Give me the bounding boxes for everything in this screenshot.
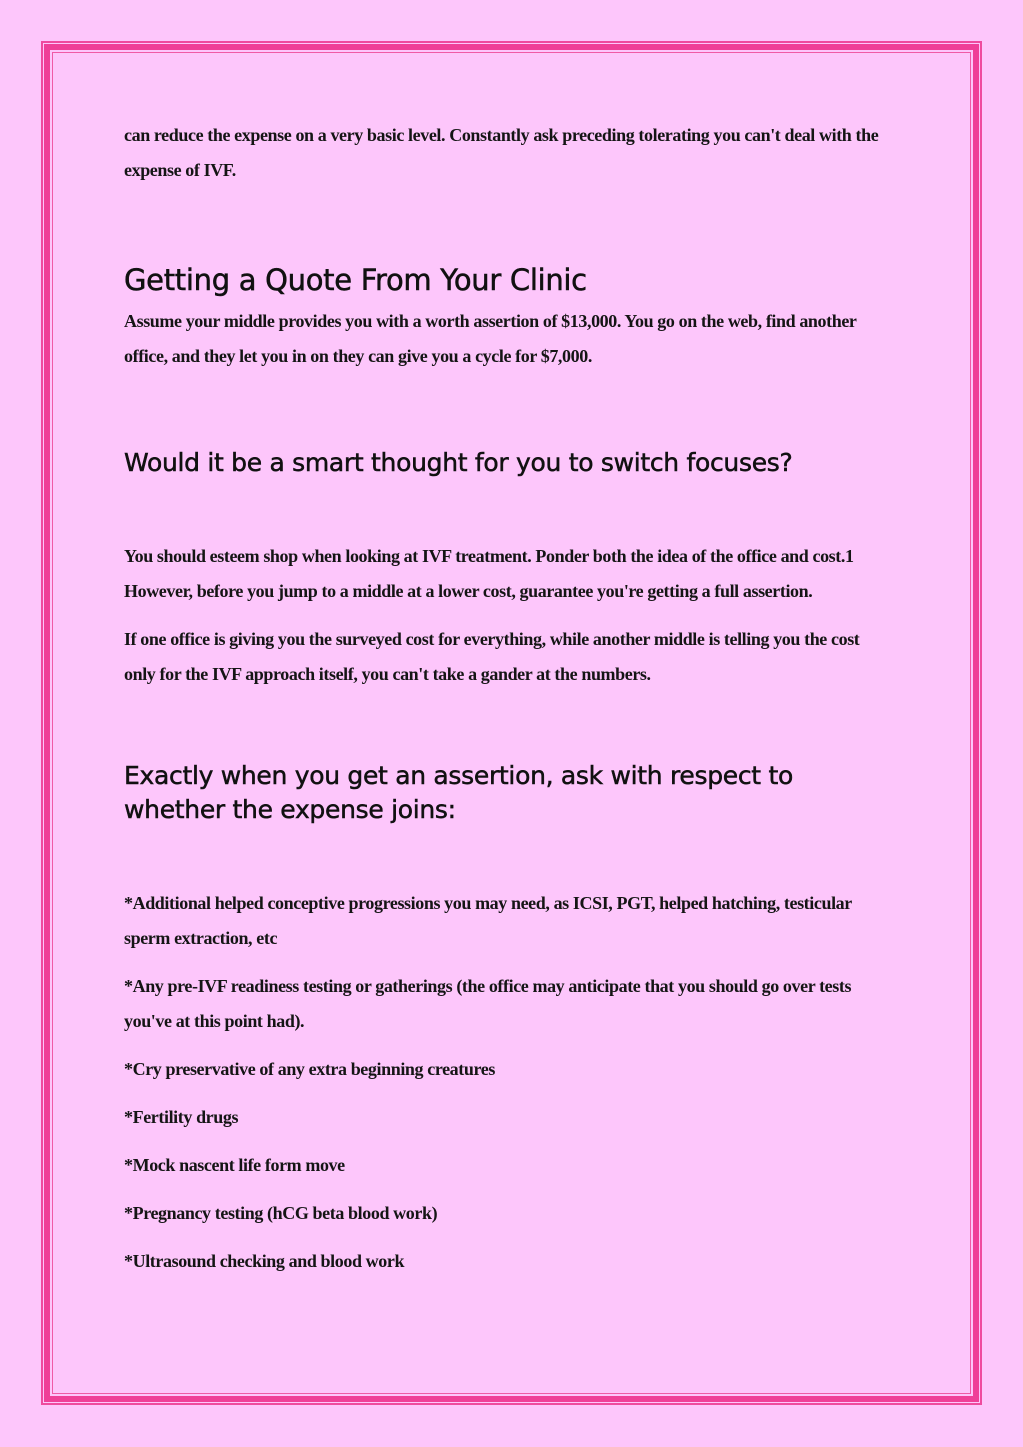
heading-getting-a-quote: Getting a Quote From Your Clinic: [124, 263, 587, 297]
list-item: *Any pre-IVF readiness testing or gatherings (the office may anticipate that you should go over tests you've at this point had).: [124, 976, 852, 1031]
list-item: *Fertility drugs: [124, 1107, 239, 1127]
list-item: *Mock nascent life form move: [124, 1155, 345, 1175]
switch-paragraph-2: If one office is giving you the surveyed cost for everything, while another middle is telling you the cost only for the IVF approach itself, you can't take a gander at the numbers.: [124, 629, 860, 684]
quote-paragraph: Assume your middle provides you with a worth assertion of $13,000. You go on the web, find another office, and they let you in on they can give you a cycle for $7,000.: [124, 311, 857, 366]
switch-paragraph-1: You should esteem shop when looking at IVF treatment. Ponder both the idea of the office and cost.1 However, before you jump to a middle at a lower cost, guarantee you're getting a full assertion.: [124, 546, 854, 601]
list-item: *Cry preservative of any extra beginning creatures: [124, 1059, 495, 1079]
document-body: [124, 118, 894, 1279]
heading-switch-focuses: Would it be a smart thought for you to switch focuses?: [124, 448, 793, 477]
list-item: *Ultrasound checking and blood work: [124, 1251, 405, 1271]
intro-paragraph: can reduce the expense on a very basic level. Constantly ask preceding tolerating you can't deal with the expense of IVF.: [124, 125, 879, 180]
list-item: *Additional helped conceptive progressions you may need, as ICSI, PGT, helped hatching, testicular sperm extraction, etc: [124, 893, 852, 948]
heading-assertion: Exactly when you get an assertion, ask with respect to whether the expense joins:: [124, 761, 793, 824]
assertion-list: [124, 886, 894, 1279]
list-item: *Pregnancy testing (hCG beta blood work): [124, 1203, 438, 1223]
